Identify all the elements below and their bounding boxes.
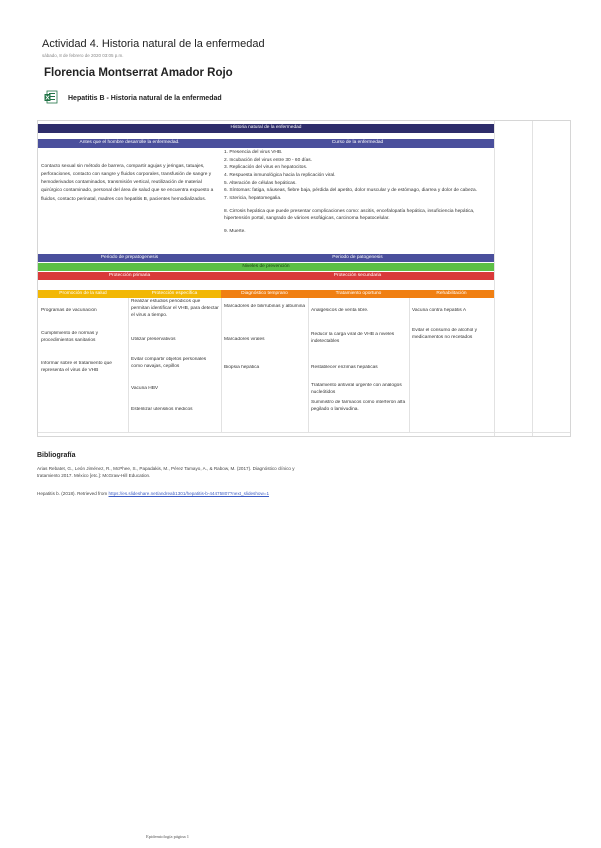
spreadsheet-embed	[37, 120, 571, 437]
course-item: 4. Respuesta inmunológica hacia la replicación viral.	[224, 173, 336, 179]
period-prepatogenic: Periodo de prepatogenesis	[38, 254, 221, 262]
course-item: 6. Síntomas: fatiga, náuseas, fiebre baja, pérdida del apetito, dolor muscular y de estómago, diarrea y dolor de cabeza.	[224, 188, 478, 194]
promo-cell: Informar sobre el tratamiento que representa el virus de VHB	[41, 361, 112, 373]
protection-cell: Utilizar preservativos	[131, 337, 176, 342]
col-header-diagnosis: Diagnóstico temprano	[221, 290, 308, 298]
course-item: 1. Presencia del virus VHB.	[224, 150, 283, 155]
bibliography-title: Bibliografía	[37, 452, 76, 459]
right-header: Curso de la enfermedad	[221, 139, 494, 148]
reference-1: Arias Rebatet, G., León Jiménez, R., McPhee, S., Papadakis, M., Pérez Tamayo, A., & Rabow, M. (2017). Diagnóstico clínico y tratamiento 2017. México [etc.]: McGraw-Hill Education.	[37, 466, 295, 479]
protection-cell: Evitar compartir objetos personales como navajas, cepillos	[131, 357, 207, 369]
left-header: Antes que el hombre desarrolle la enfermedad.	[38, 139, 221, 148]
treatment-cell: Reducir la carga viral de VHB a niveles indetectables	[311, 332, 395, 344]
course-item: 2. Incubación del virus entre 30 - 60 días.	[224, 157, 312, 163]
col-header-promotion: Promoción de la salud	[38, 290, 128, 298]
course-item: 5. Alteración de células hepáticas.	[224, 180, 297, 186]
col-header-rehabilitation: Rehabilitación	[409, 290, 494, 298]
main-header: Historia natural de la enfermedad	[38, 124, 494, 133]
secondary-protection: Protección secundaria	[221, 272, 494, 280]
page-title: Actividad 4. Historia natural de la enfermedad	[42, 38, 265, 50]
diagnosis-cell: Marcadores de bilirrubinas y albumina	[224, 304, 306, 309]
promo-cell: Programas de vacunación	[41, 308, 97, 313]
excel-file-icon[interactable]	[44, 90, 58, 104]
protection-cell: Esterilizar utensilios médicos	[131, 407, 193, 412]
diagnosis-cell: Biopsia hepática	[224, 365, 260, 370]
diagnosis-cell: Marcadores virales	[224, 337, 265, 342]
course-item: 3. Replicación del virus en hepatocitos.	[224, 165, 308, 171]
col-header-treatment: Tratamiento oportuno	[308, 290, 409, 298]
reference-2-text: Hepatitis b. (2018). Retrieved from	[37, 491, 109, 496]
embedded-file-name[interactable]: Hepatitis B - Historia natural de la enfermedad	[68, 95, 222, 102]
course-list	[224, 149, 492, 254]
reference-2-link[interactable]: https://es.slideshare.net/andreab1301/hepatitis-b-44475807?next_slideshow=1	[108, 491, 270, 496]
page-footer: Epidemiología página 1	[146, 834, 189, 839]
course-item: 8. Cirrosis hepática que puede presentar complicaciones como: ascitis, encefalopatía hepática, insuficiencia hepática, hipertensión portal, sangrado de várices esofágicas, carcinoma hepatocelular.	[224, 208, 475, 222]
treatment-cell: Suministro de fármacos como interferón alfa pegilado o lamivudina.	[311, 400, 406, 412]
protection-cell: Vacuna HBV	[131, 386, 159, 391]
treatment-cell: Analgésicos de venta libre.	[311, 308, 369, 313]
course-item: 9. Muerte.	[224, 229, 246, 235]
author-name: Florencia Montserrat Amador Rojo	[44, 67, 233, 79]
prepatogenic-text: Contacto sexual sin método de barrera, compartir agujas y jeringas, tatuajes, perforaciones, contacto con sangre y fluidos corporales, transfusión de sangre y hemoderivados contaminados, transmisión vertical, reutilización de material quirúrgico contaminado, personal del área de salud que se encuentra expuesto a fluidos, contacto perinatal, madres con hepatitis B, pacientes hemodializados.	[41, 164, 214, 202]
page-date: sábado, 8 de febrero de 2020 03:05 p.m.	[42, 53, 124, 58]
course-item: 7. Ictericia, hepatomegalia.	[224, 196, 282, 202]
protection-cell: Realizar estudios periódicos que permitan identificar el VHB, para detectar el virus a tiempo.	[131, 299, 219, 318]
treatment-cell: Tratamiento antiviral urgente con análogos nucleótidos	[311, 383, 402, 395]
primary-protection: Protección primaria	[38, 272, 221, 280]
rehabilitation-cell: Vacuna contra hepatitis A	[412, 308, 467, 313]
period-patogenic: Periodo de patogenesis	[221, 254, 494, 262]
col-header-protection: Protección específica	[128, 290, 221, 298]
promo-cell: Cumplimiento de normas y procedimientos sanitarios	[41, 331, 99, 343]
rehabilitation-cell: Evitar el consumo de alcohol y medicamentos no recetados	[412, 328, 478, 340]
treatment-cell: Restablecer enzimas hepáticas	[311, 365, 378, 370]
reference-2	[37, 490, 307, 497]
prevention-levels: Niveles de prevención	[38, 263, 494, 271]
